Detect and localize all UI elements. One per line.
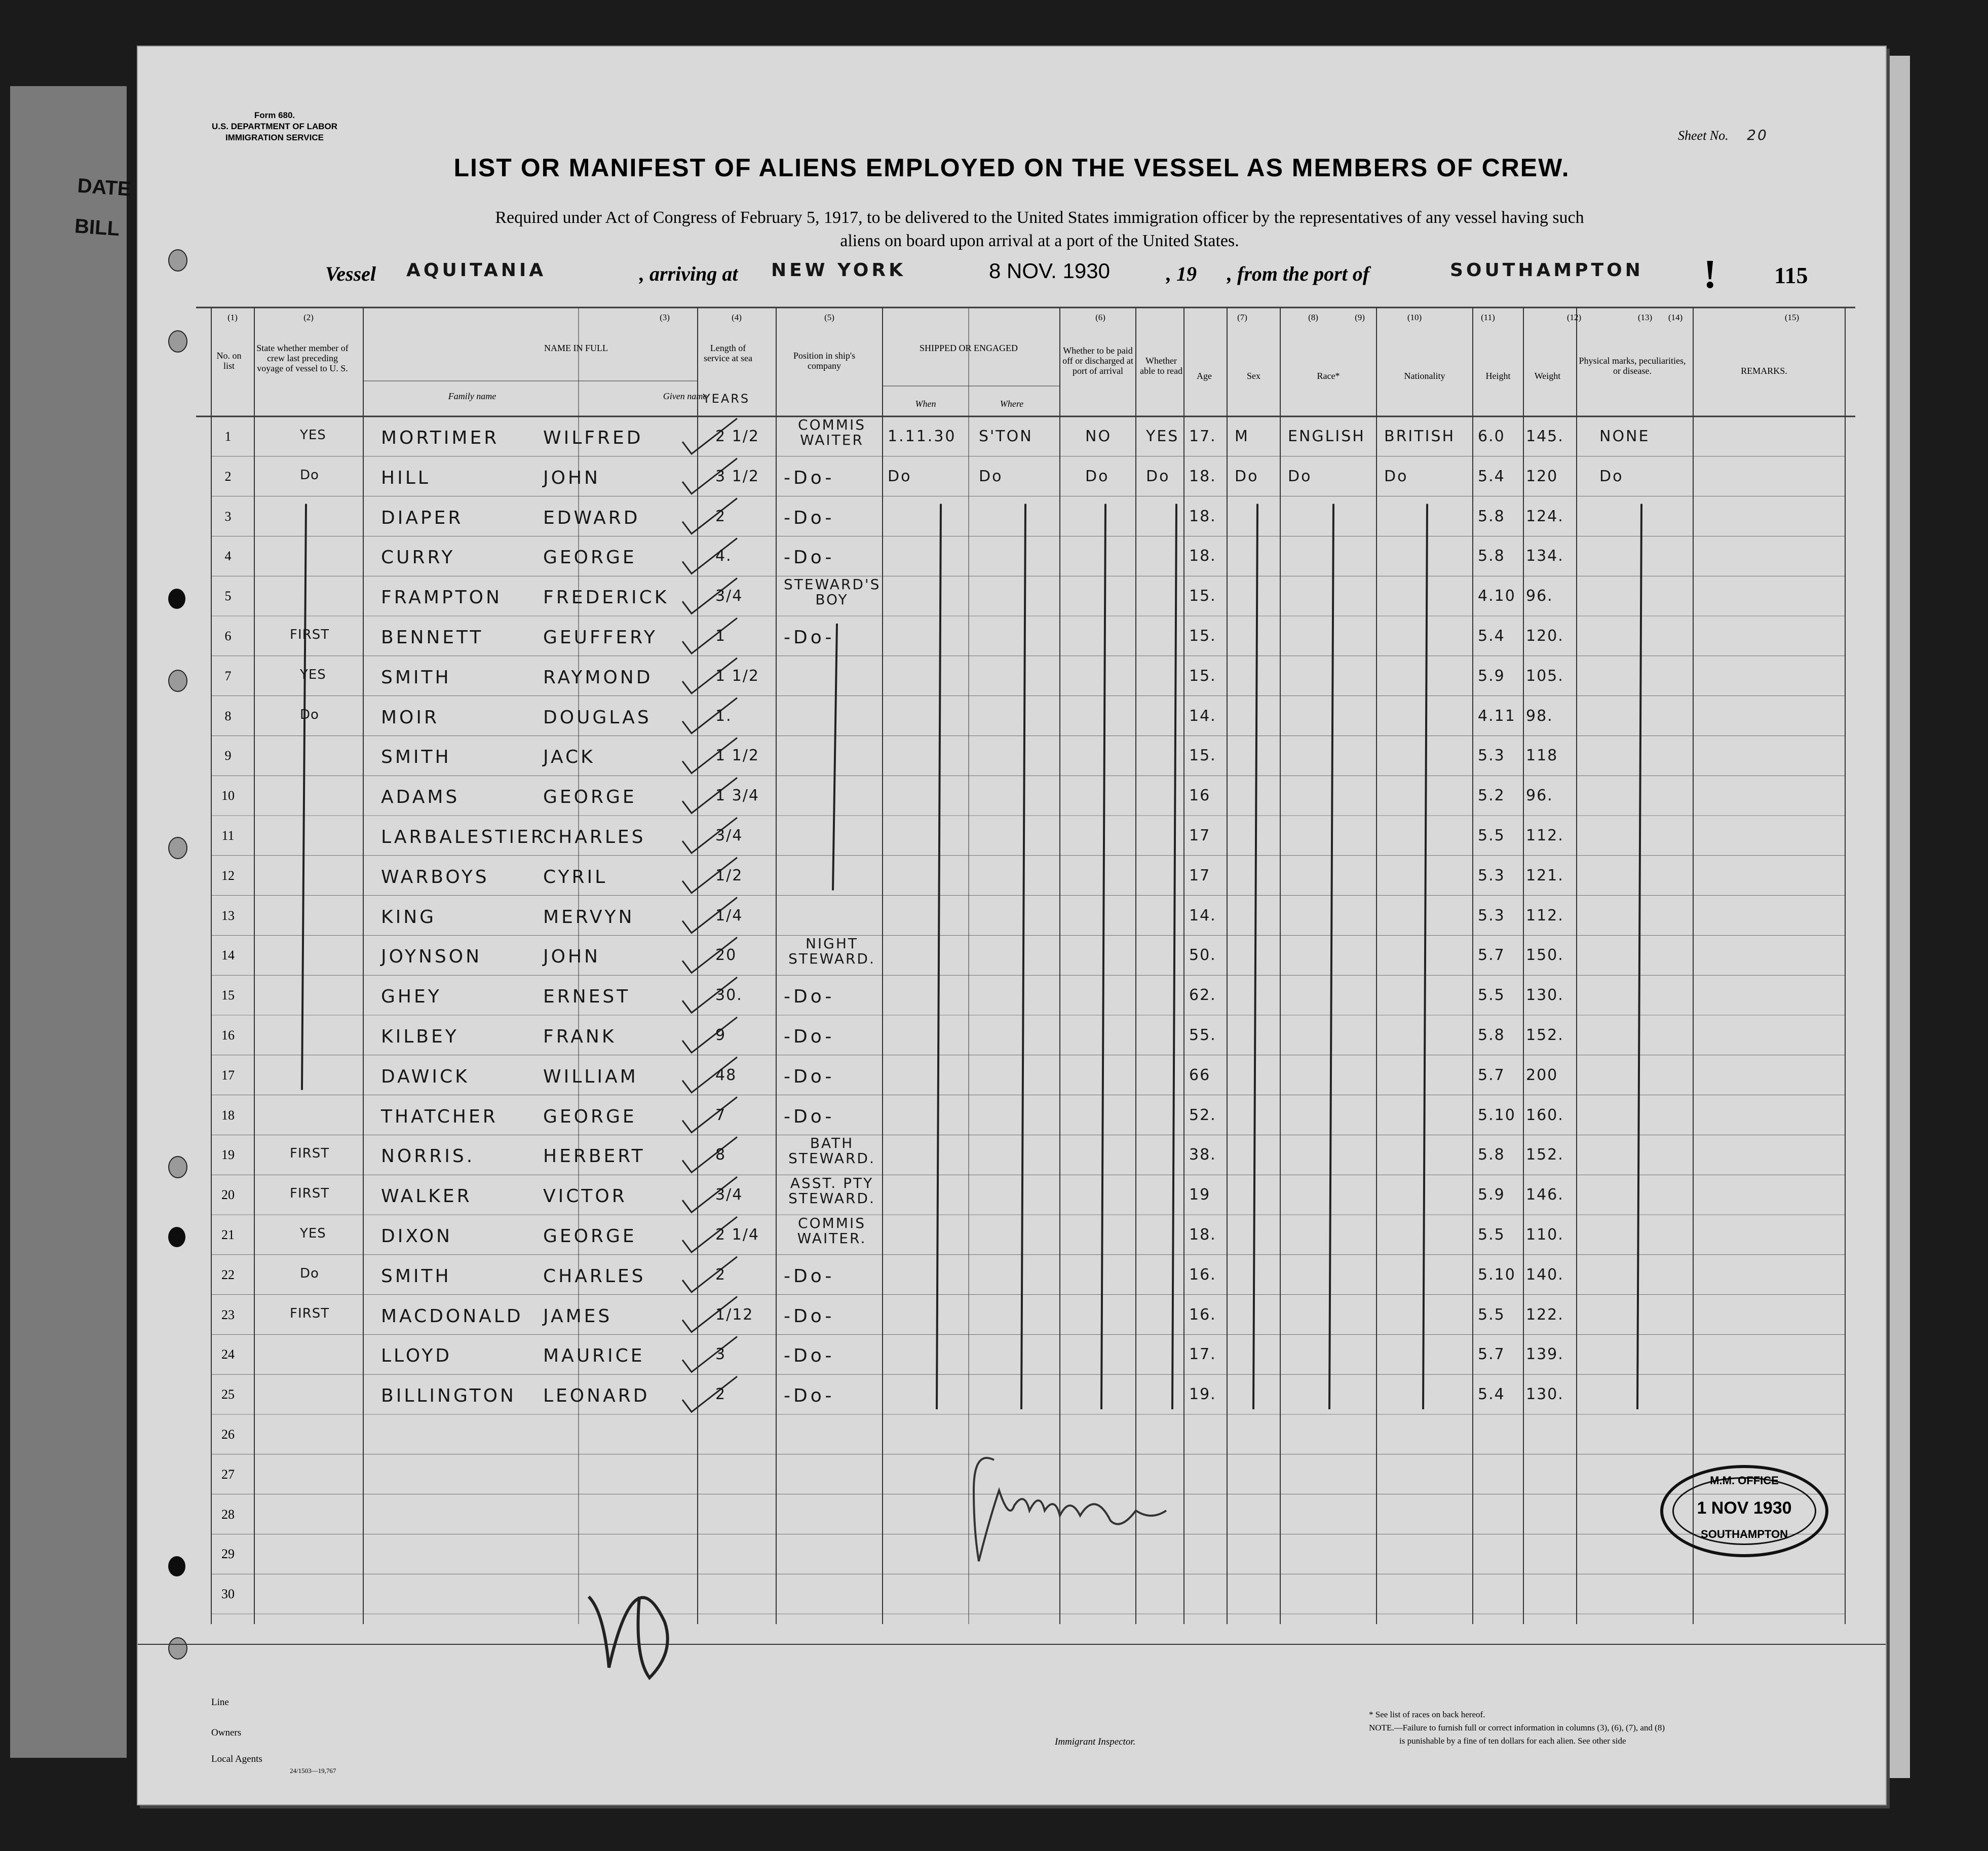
age-cell: 18. [1189, 1226, 1216, 1244]
vessel-label: Vessel [325, 262, 376, 285]
height-cell: 4.10 [1478, 587, 1516, 605]
shipped-when-cell: 1.11.30 [888, 428, 957, 445]
weight-cell: 139. [1526, 1345, 1564, 1364]
service-length-cell: 3 1/2 [715, 467, 759, 485]
row-number: 8 [224, 708, 232, 723]
column-number: (15) [1784, 313, 1800, 322]
able-to-read-cell: Do [1146, 467, 1170, 485]
stamp-date: 1 NOV 1930 [1697, 1498, 1792, 1518]
age-cell: 14. [1189, 707, 1216, 725]
service: IMMIGRATION SERVICE [225, 133, 324, 142]
weight-cell: 152. [1526, 1026, 1564, 1044]
family-name-cell: SMITH [381, 667, 451, 688]
margin-stamp-bill: BILL [73, 215, 121, 241]
service-length-cell: 1 [715, 627, 727, 645]
service-length-cell: 1 1/2 [715, 747, 759, 765]
arrival-date-stamp: 8 NOV. 1930 [989, 259, 1110, 283]
col-header-name: NAME IN FULL [544, 343, 608, 353]
row-number: 20 [221, 1187, 235, 1203]
family-name-cell: LLOYD [381, 1345, 452, 1367]
footer-note-fine: is punishable by a fine of ten dollars for each alien. See other side [1399, 1736, 1626, 1746]
col-header-weight: Weight [1534, 371, 1561, 381]
age-cell: 17. [1189, 428, 1216, 445]
position-cell: BATH STEWARD. [788, 1135, 875, 1167]
prev-voyage-cell: Do [300, 1265, 319, 1281]
row-number: 24 [221, 1347, 235, 1362]
row-number: 12 [221, 868, 235, 883]
service-length-cell: 4. [715, 547, 732, 565]
column-number: (3) [660, 313, 670, 322]
family-name-cell: BILLINGTON [381, 1385, 516, 1407]
service-length-cell: 9 [715, 1026, 727, 1044]
height-cell: 5.8 [1478, 507, 1505, 525]
row-number: 14 [221, 948, 235, 963]
margin-stamp-date: DATE [77, 174, 132, 201]
col-header-able-to-read: Whether able to read [1140, 356, 1182, 376]
height-cell: 5.3 [1478, 747, 1505, 765]
col-header-nationality: Nationality [1404, 371, 1445, 381]
weight-cell: 96. [1526, 587, 1553, 605]
col-header-remarks: REMARKS. [1741, 366, 1787, 376]
position-cell: -Do- [784, 1305, 835, 1327]
given-name-cell: ERNEST [543, 986, 631, 1008]
prev-voyage-cell: FIRST [290, 1146, 330, 1162]
row-number: 17 [221, 1067, 235, 1083]
subtitle-line-2: aliens on board upon arrival at a port of the United States. [840, 232, 1239, 250]
age-cell: 15. [1189, 587, 1216, 605]
position-cell: COMMIS WAITER [798, 416, 866, 448]
row-number: 1 [224, 429, 232, 444]
col-header-physical-marks: Physical marks, peculiarities, or disease. [1579, 356, 1686, 376]
height-cell: 5.7 [1478, 946, 1505, 965]
given-name-cell: MAURICE [543, 1345, 645, 1367]
subtitle-line-1: Required under Act of Congress of February 5, 1917, to be delivered to the United States immigration officer by the representatives of any vessel having such [495, 208, 1584, 227]
arriving-port: NEW YORK [771, 260, 906, 281]
position-cell: NIGHT STEWARD. [788, 935, 875, 968]
weight-cell: 118 [1526, 747, 1558, 765]
age-cell: 55. [1189, 1026, 1216, 1044]
race-cell: Do [1288, 467, 1312, 485]
family-name-cell: SMITH [381, 1265, 451, 1287]
service-length-cell: 20 [715, 946, 737, 965]
physical-marks-cell: NONE [1599, 428, 1650, 445]
family-name-cell: MORTIMER [381, 428, 500, 448]
given-name-cell: JOHN [543, 946, 600, 968]
prev-voyage-cell: YES [300, 428, 326, 443]
column-number: (14) [1668, 313, 1683, 322]
family-name-cell: FRAMPTON [381, 587, 502, 608]
shipped-where-cell: Do [979, 467, 1003, 485]
height-cell: 5.10 [1478, 1265, 1516, 1284]
col-header-age: Age [1197, 371, 1212, 381]
height-cell: 5.7 [1478, 1345, 1505, 1364]
weight-cell: 112. [1526, 906, 1564, 924]
service-length-cell: 1/12 [715, 1305, 754, 1324]
height-cell: 5.3 [1478, 866, 1505, 884]
service-length-cell: 2 [715, 1265, 727, 1284]
age-cell: 52. [1189, 1106, 1216, 1124]
given-name-cell: JAMES [543, 1305, 613, 1327]
form-number: Form 680. [254, 110, 295, 120]
given-name-cell: CYRIL [543, 866, 608, 888]
given-name-cell: JACK [543, 747, 595, 768]
footer-note-failure: NOTE.—Failure to furnish full or correct information in columns (3), (6), (7), and (8) [1369, 1723, 1665, 1732]
position-cell: -Do- [784, 986, 835, 1008]
row-number: 25 [221, 1387, 235, 1402]
nationality-cell: Do [1384, 467, 1408, 485]
age-cell: 18. [1189, 467, 1216, 485]
able-to-read-cell: YES [1146, 428, 1179, 445]
row-number: 30 [221, 1587, 235, 1602]
handwritten-marks [138, 47, 1886, 1804]
service-length-cell: 2 1/4 [715, 1226, 759, 1244]
row-number: 15 [221, 988, 235, 1003]
row-number: 6 [224, 629, 232, 643]
height-cell: 5.4 [1478, 467, 1505, 485]
age-cell: 18. [1189, 547, 1216, 565]
service-length-cell: 8 [715, 1146, 727, 1164]
prev-voyage-cell: Do [300, 467, 319, 483]
position-cell: -Do- [784, 467, 835, 488]
shipped-when-cell: Do [888, 467, 912, 485]
height-cell: 5.4 [1478, 1385, 1505, 1404]
sex-cell: M [1235, 428, 1249, 445]
col-header-when: When [915, 399, 936, 409]
row-number: 2 [224, 469, 232, 484]
given-name-cell: GEORGE [543, 787, 637, 808]
weight-cell: 150. [1526, 946, 1564, 965]
race-cell: ENGLISH [1288, 428, 1365, 445]
given-name-cell: CHARLES [543, 827, 646, 847]
row-number: 9 [224, 748, 232, 763]
weight-cell: 121. [1526, 866, 1564, 884]
row-number: 21 [221, 1227, 235, 1242]
service-length-cell: 1 3/4 [715, 787, 759, 805]
col-header-position: Position in ship's company [793, 351, 856, 371]
service-length-cell: 2 1/2 [715, 428, 759, 445]
position-cell: -Do- [784, 1385, 835, 1407]
initials-mark [589, 1597, 668, 1678]
footer-inspector-label: Immigrant Inspector. [1055, 1737, 1136, 1747]
family-name-cell: DIAPER [381, 507, 464, 528]
age-cell: 17. [1189, 1345, 1216, 1364]
page-title: LIST OR MANIFEST OF ALIENS EMPLOYED ON THE VESSEL AS MEMBERS OF CREW. [453, 153, 1570, 182]
row-number: 11 [221, 828, 235, 843]
footer-notes [1369, 1708, 1850, 1748]
age-cell: 19 [1189, 1186, 1211, 1204]
position-cell: -Do- [784, 1066, 835, 1087]
col-header-height: Height [1485, 371, 1511, 381]
sheet-number-label: Sheet No. [1678, 128, 1729, 143]
row-number: 18 [221, 1107, 235, 1123]
col-header-previous-voyage: State whether member of crew last preceding voyage of vessel to U. S. [256, 343, 349, 373]
service-length-cell: 48 [715, 1066, 737, 1084]
age-cell: 14. [1189, 906, 1216, 924]
height-cell: 5.5 [1478, 827, 1505, 844]
stamp-top-text: M.M. OFFICE [1710, 1474, 1779, 1487]
family-name-cell: MOIR [381, 707, 440, 728]
col-header-race: Race* [1317, 371, 1340, 381]
column-number: (1) [227, 313, 238, 322]
col-header-service-unit: YEARS [703, 392, 750, 406]
weight-cell: 130. [1526, 1385, 1564, 1404]
family-name-cell: LARBALESTIER [381, 827, 546, 847]
row-number: 29 [221, 1547, 235, 1562]
service-length-cell: 2 [715, 507, 727, 525]
position-cell: -Do- [784, 1265, 835, 1287]
column-number: (9) [1355, 313, 1365, 322]
shipped-where-cell: S'TON [979, 428, 1033, 445]
family-name-cell: KILBEY [381, 1026, 459, 1047]
family-name-cell: MACDONALD [381, 1305, 523, 1327]
exclamation-mark: ! [1703, 252, 1717, 297]
column-number: (13) [1637, 313, 1653, 322]
service-length-cell: 3/4 [715, 1186, 743, 1204]
given-name-cell: LEONARD [543, 1385, 650, 1407]
column-number: (11) [1481, 313, 1495, 322]
age-cell: 66 [1189, 1066, 1211, 1084]
col-header-given-name: Given name [663, 391, 707, 401]
given-name-cell: JOHN [543, 467, 600, 488]
given-name-cell: MERVYN [543, 906, 635, 928]
weight-cell: 110. [1526, 1226, 1564, 1244]
height-cell: 5.9 [1478, 1186, 1505, 1204]
family-name-cell: NORRIS. [381, 1146, 475, 1167]
service-length-cell: 1. [715, 707, 732, 725]
weight-cell: 152. [1526, 1146, 1564, 1164]
page-number: 115 [1774, 262, 1808, 288]
position-cell: COMMIS WAITER. [797, 1215, 867, 1247]
service-length-cell: 1 1/2 [715, 667, 759, 685]
col-header-sex: Sex [1247, 371, 1260, 381]
given-name-cell: GEORGE [543, 547, 637, 568]
given-name-cell: GEORGE [543, 1226, 637, 1247]
row-number: 22 [221, 1267, 235, 1282]
row-number: 3 [224, 509, 232, 524]
height-cell: 4.11 [1478, 707, 1516, 725]
height-cell: 5.8 [1478, 1026, 1505, 1044]
row-number: 4 [224, 549, 232, 564]
row-number: 28 [221, 1507, 235, 1522]
height-cell: 5.9 [1478, 667, 1505, 685]
vessel-name: AQUITANIA [406, 260, 547, 281]
service-length-cell: 1/4 [715, 906, 743, 924]
row-number: 10 [221, 788, 235, 803]
col-header-paid-off: Whether to be paid off or discharged at port of arrival [1062, 345, 1133, 376]
service-length-cell: 7 [715, 1106, 727, 1124]
southampton-office-stamp [1660, 1465, 1828, 1557]
family-name-cell: WALKER [381, 1186, 472, 1207]
department: U.S. DEPARTMENT OF LABOR [211, 122, 338, 131]
weight-cell: 130. [1526, 986, 1564, 1005]
position-cell: STEWARD'S BOY [784, 576, 881, 608]
weight-cell: 105. [1526, 667, 1564, 685]
age-cell: 16. [1189, 1305, 1216, 1324]
family-name-cell: SMITH [381, 747, 451, 768]
from-port-label: , from the port of [1227, 262, 1370, 285]
age-cell: 15. [1189, 747, 1216, 765]
column-number: (7) [1237, 313, 1247, 322]
age-cell: 15. [1189, 667, 1216, 685]
family-name-cell: GHEY [381, 986, 442, 1008]
given-name-cell: FREDERICK [543, 587, 669, 608]
given-name-cell: WILFRED [543, 428, 643, 448]
row-number: 23 [221, 1307, 235, 1322]
row-number: 16 [221, 1028, 235, 1043]
height-cell: 5.5 [1478, 1305, 1505, 1324]
sheet-number: 20 [1747, 127, 1768, 143]
weight-cell: 96. [1526, 787, 1553, 805]
footer-agents-label: Local Agents [211, 1754, 262, 1764]
col-header-service: Length of service at sea [704, 343, 752, 363]
manifest-sheet [137, 46, 1887, 1805]
row-number: 19 [221, 1147, 235, 1163]
height-cell: 5.5 [1478, 1226, 1505, 1244]
weight-cell: 124. [1526, 507, 1564, 525]
from-port: SOUTHAMPTON [1450, 260, 1643, 281]
family-name-cell: ADAMS [381, 787, 460, 808]
weight-cell: 112. [1526, 827, 1564, 844]
arriving-label: , arriving at [639, 262, 738, 285]
weight-cell: 160. [1526, 1106, 1564, 1124]
height-cell: 6.0 [1478, 428, 1505, 445]
nationality-cell: BRITISH [1384, 428, 1456, 445]
age-cell: 16 [1189, 787, 1211, 805]
weight-cell: 140. [1526, 1265, 1564, 1284]
col-header-no: No. on list [216, 351, 242, 371]
column-number: (6) [1095, 313, 1105, 322]
service-length-cell: 2 [715, 1385, 727, 1404]
given-name-cell: VICTOR [543, 1186, 627, 1207]
family-name-cell: KING [381, 906, 437, 928]
height-cell: 5.2 [1478, 787, 1505, 805]
prev-voyage-cell: Do [300, 707, 319, 722]
footer-line-label: Line [211, 1697, 229, 1708]
family-name-cell: JOYNSON [381, 946, 482, 968]
age-cell: 50. [1189, 946, 1216, 965]
column-number: (2) [303, 313, 314, 322]
given-name-cell: HERBERT [543, 1146, 645, 1167]
weight-cell: 122. [1526, 1305, 1564, 1324]
family-name-cell: CURRY [381, 547, 455, 568]
weight-cell: 120 [1526, 467, 1558, 485]
height-cell: 5.5 [1478, 986, 1505, 1005]
given-name-cell: CHARLES [543, 1265, 646, 1287]
given-name-cell: EDWARD [543, 507, 640, 528]
height-cell: 5.4 [1478, 627, 1505, 645]
service-length-cell: 30. [715, 986, 743, 1005]
margin-stamp [73, 166, 133, 250]
physical-marks-cell: Do [1599, 467, 1624, 485]
age-cell: 38. [1189, 1146, 1216, 1164]
service-length-cell: 3/4 [715, 827, 743, 844]
footer-owners-label: Owners [211, 1727, 242, 1738]
col-header-family-name: Family name [448, 391, 496, 401]
service-length-cell: 1/2 [715, 866, 743, 884]
prev-voyage-cell: FIRST [290, 627, 330, 642]
paid-off-cell: NO [1085, 428, 1112, 445]
position-cell: -Do- [784, 1026, 835, 1047]
position-cell: -Do- [784, 627, 835, 648]
age-cell: 15. [1189, 627, 1216, 645]
position-cell: ASST. PTY STEWARD. [788, 1175, 875, 1207]
age-cell: 16. [1189, 1265, 1216, 1284]
height-cell: 5.3 [1478, 906, 1505, 924]
height-cell: 5.10 [1478, 1106, 1516, 1124]
weight-cell: 145. [1526, 428, 1564, 445]
column-number: (12) [1566, 313, 1582, 322]
family-name-cell: BENNETT [381, 627, 484, 648]
service-length-cell: 3/4 [715, 587, 743, 605]
given-name-cell: WILLIAM [543, 1066, 638, 1087]
row-number: 13 [221, 908, 235, 923]
position-cell: -Do- [784, 547, 835, 568]
footer-note-races: * See list of races on back hereof. [1369, 1710, 1485, 1719]
paid-off-cell: Do [1085, 467, 1110, 485]
prev-voyage-cell: FIRST [290, 1186, 330, 1202]
given-name-cell: FRANK [543, 1026, 617, 1047]
given-name-cell: RAYMOND [543, 667, 653, 688]
inspector-signature [974, 1458, 1166, 1561]
family-name-cell: DIXON [381, 1226, 452, 1247]
col-header-shipped: SHIPPED OR ENGAGED [919, 343, 1018, 353]
weight-cell: 134. [1526, 547, 1564, 565]
row-number: 5 [224, 589, 232, 604]
weight-cell: 200 [1526, 1066, 1558, 1084]
given-name-cell: GEORGE [543, 1106, 637, 1127]
family-name-cell: DAWICK [381, 1066, 470, 1087]
age-cell: 62. [1189, 986, 1216, 1005]
weight-cell: 98. [1526, 707, 1553, 725]
column-number: (8) [1308, 313, 1318, 322]
weight-cell: 146. [1526, 1186, 1564, 1204]
family-name-cell: THATCHER [381, 1106, 498, 1127]
age-cell: 17 [1189, 866, 1211, 884]
row-number: 26 [221, 1427, 235, 1442]
year-label: , 19 [1166, 262, 1197, 285]
prev-voyage-cell: YES [300, 667, 326, 682]
family-name-cell: WARBOYS [381, 866, 489, 888]
column-number: (4) [732, 313, 742, 322]
left-binding-strip [10, 86, 127, 1758]
prev-voyage-cell: YES [300, 1226, 326, 1241]
stamp-bottom-text: SOUTHAMPTON [1701, 1528, 1788, 1540]
position-cell: -Do- [784, 507, 835, 528]
weight-cell: 120. [1526, 627, 1564, 645]
given-name-cell: GEUFFERY [543, 627, 658, 648]
sex-cell: Do [1235, 467, 1259, 485]
footer-printer-code: 24/1503—19,767 [290, 1767, 336, 1775]
age-cell: 18. [1189, 507, 1216, 525]
given-name-cell: DOUGLAS [543, 707, 652, 728]
column-number: (5) [824, 313, 834, 322]
prev-voyage-cell: FIRST [290, 1305, 330, 1321]
col-header-where: Where [1000, 399, 1024, 409]
position-cell: -Do- [784, 1106, 835, 1127]
age-cell: 17 [1189, 827, 1211, 844]
column-number: (10) [1407, 313, 1422, 322]
position-cell: -Do- [784, 1345, 835, 1367]
service-length-cell: 3 [715, 1345, 727, 1364]
age-cell: 19. [1189, 1385, 1216, 1404]
height-cell: 5.8 [1478, 547, 1505, 565]
height-cell: 5.8 [1478, 1146, 1505, 1164]
row-number: 27 [221, 1467, 235, 1482]
height-cell: 5.7 [1478, 1066, 1505, 1084]
family-name-cell: HILL [381, 467, 431, 488]
row-number: 7 [224, 668, 232, 683]
